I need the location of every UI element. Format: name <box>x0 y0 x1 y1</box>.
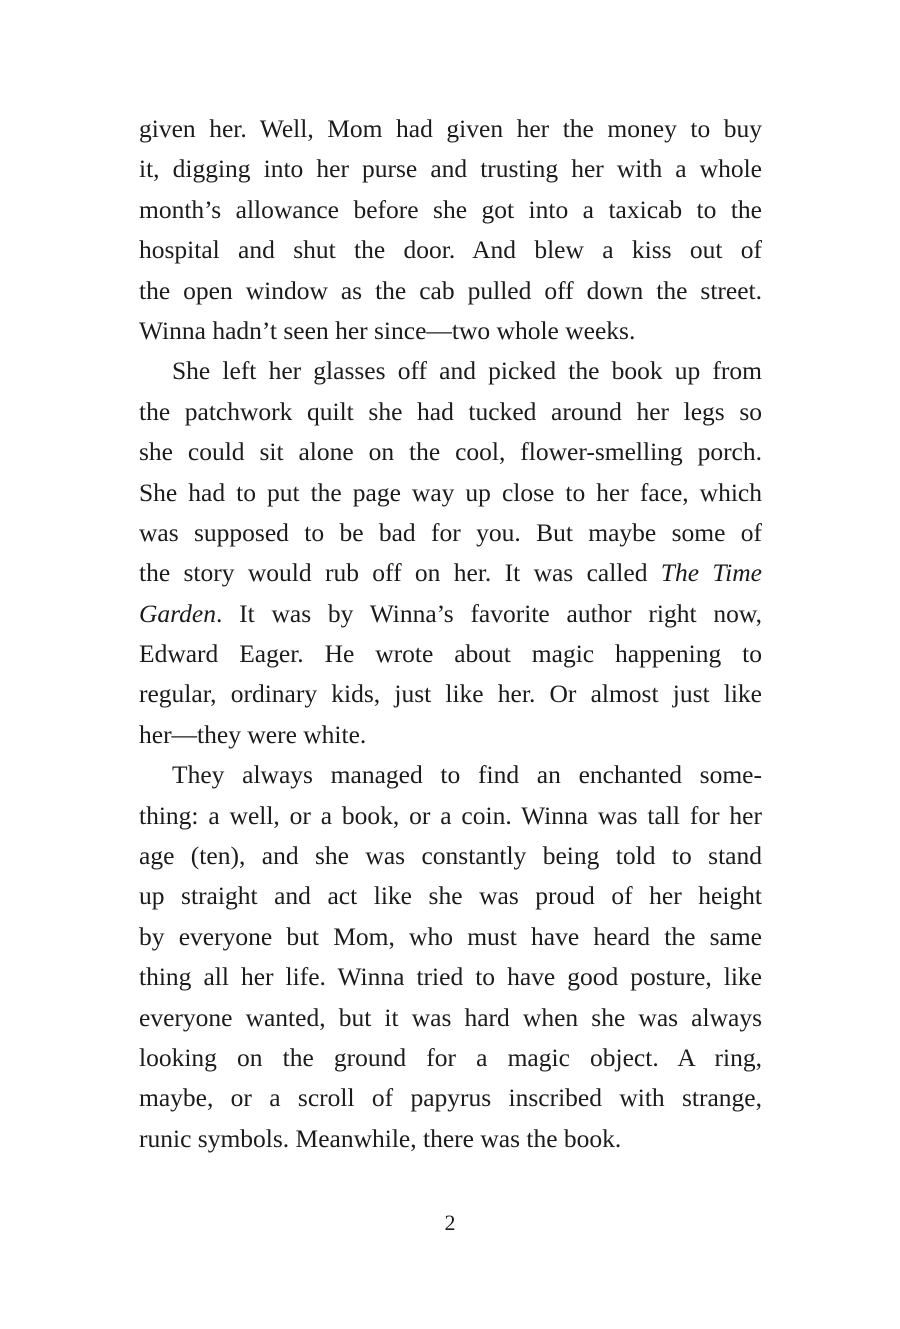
text-line: Edward Eager. He wrote about magic happening to <box>139 639 762 669</box>
text-line: she could sit alone on the cool, flower-smelling porch. <box>139 437 762 467</box>
text-line: up straight and act like she was proud of her height <box>139 881 762 911</box>
text-line <box>139 594 762 634</box>
text-line: regular, ordinary kids, just like her. Or almost just like <box>139 679 762 709</box>
text-line: thing all her life. Winna tried to have good posture, like <box>139 962 762 992</box>
text-line: looking on the ground for a magic object. A ring, <box>139 1042 762 1072</box>
text-line: age (ten), and she was constantly being told to stand <box>139 841 762 871</box>
text-line: the patchwork quilt she had tucked around her legs so <box>139 396 762 426</box>
paragraph <box>139 351 762 755</box>
text-run: the story would rub off on her. It was called <box>139 558 661 588</box>
text-line: She had to put the page way up close to her face, which <box>139 477 762 507</box>
text-line: month’s allowance before she got into a taxicab to the <box>139 194 762 224</box>
text-line <box>139 553 762 593</box>
body-text <box>139 109 762 1159</box>
page-number: 2 <box>444 1210 456 1235</box>
text-line: They always managed to find an enchanted some- <box>172 760 762 790</box>
text-line: her—they were white. <box>139 719 367 749</box>
book-title-italic: The Time <box>660 558 762 588</box>
text-line: it, digging into her purse and trusting her with a whole <box>139 154 762 184</box>
text-run: . It was by Winna’s favorite author right now, <box>215 598 762 628</box>
text-line: the open window as the cab pulled off down the street. <box>139 275 762 305</box>
text-line: thing: a well, or a book, or a coin. Winna was tall for her <box>139 800 762 830</box>
text-line: hospital and shut the door. And blew a kiss out of <box>139 235 762 265</box>
text-line: Winna hadn’t seen her since—two whole weeks. <box>139 315 636 345</box>
text-line: maybe, or a scroll of papyrus inscribed with strange, <box>139 1083 762 1113</box>
text-line: She left her glasses off and picked the book up from <box>172 356 762 386</box>
text-line: was supposed to be bad for you. But maybe some of <box>139 517 762 547</box>
paragraph <box>139 109 762 351</box>
text-line: given her. Well, Mom had given her the money to buy <box>139 114 762 143</box>
text-line: by everyone but Mom, who must have heard the same <box>139 921 762 951</box>
text-line: runic symbols. Meanwhile, there was the book. <box>139 1123 622 1153</box>
text-line: everyone wanted, but it was hard when she was always <box>139 1002 762 1032</box>
book-title-italic: Garden <box>139 598 216 628</box>
paragraph <box>139 755 762 1159</box>
